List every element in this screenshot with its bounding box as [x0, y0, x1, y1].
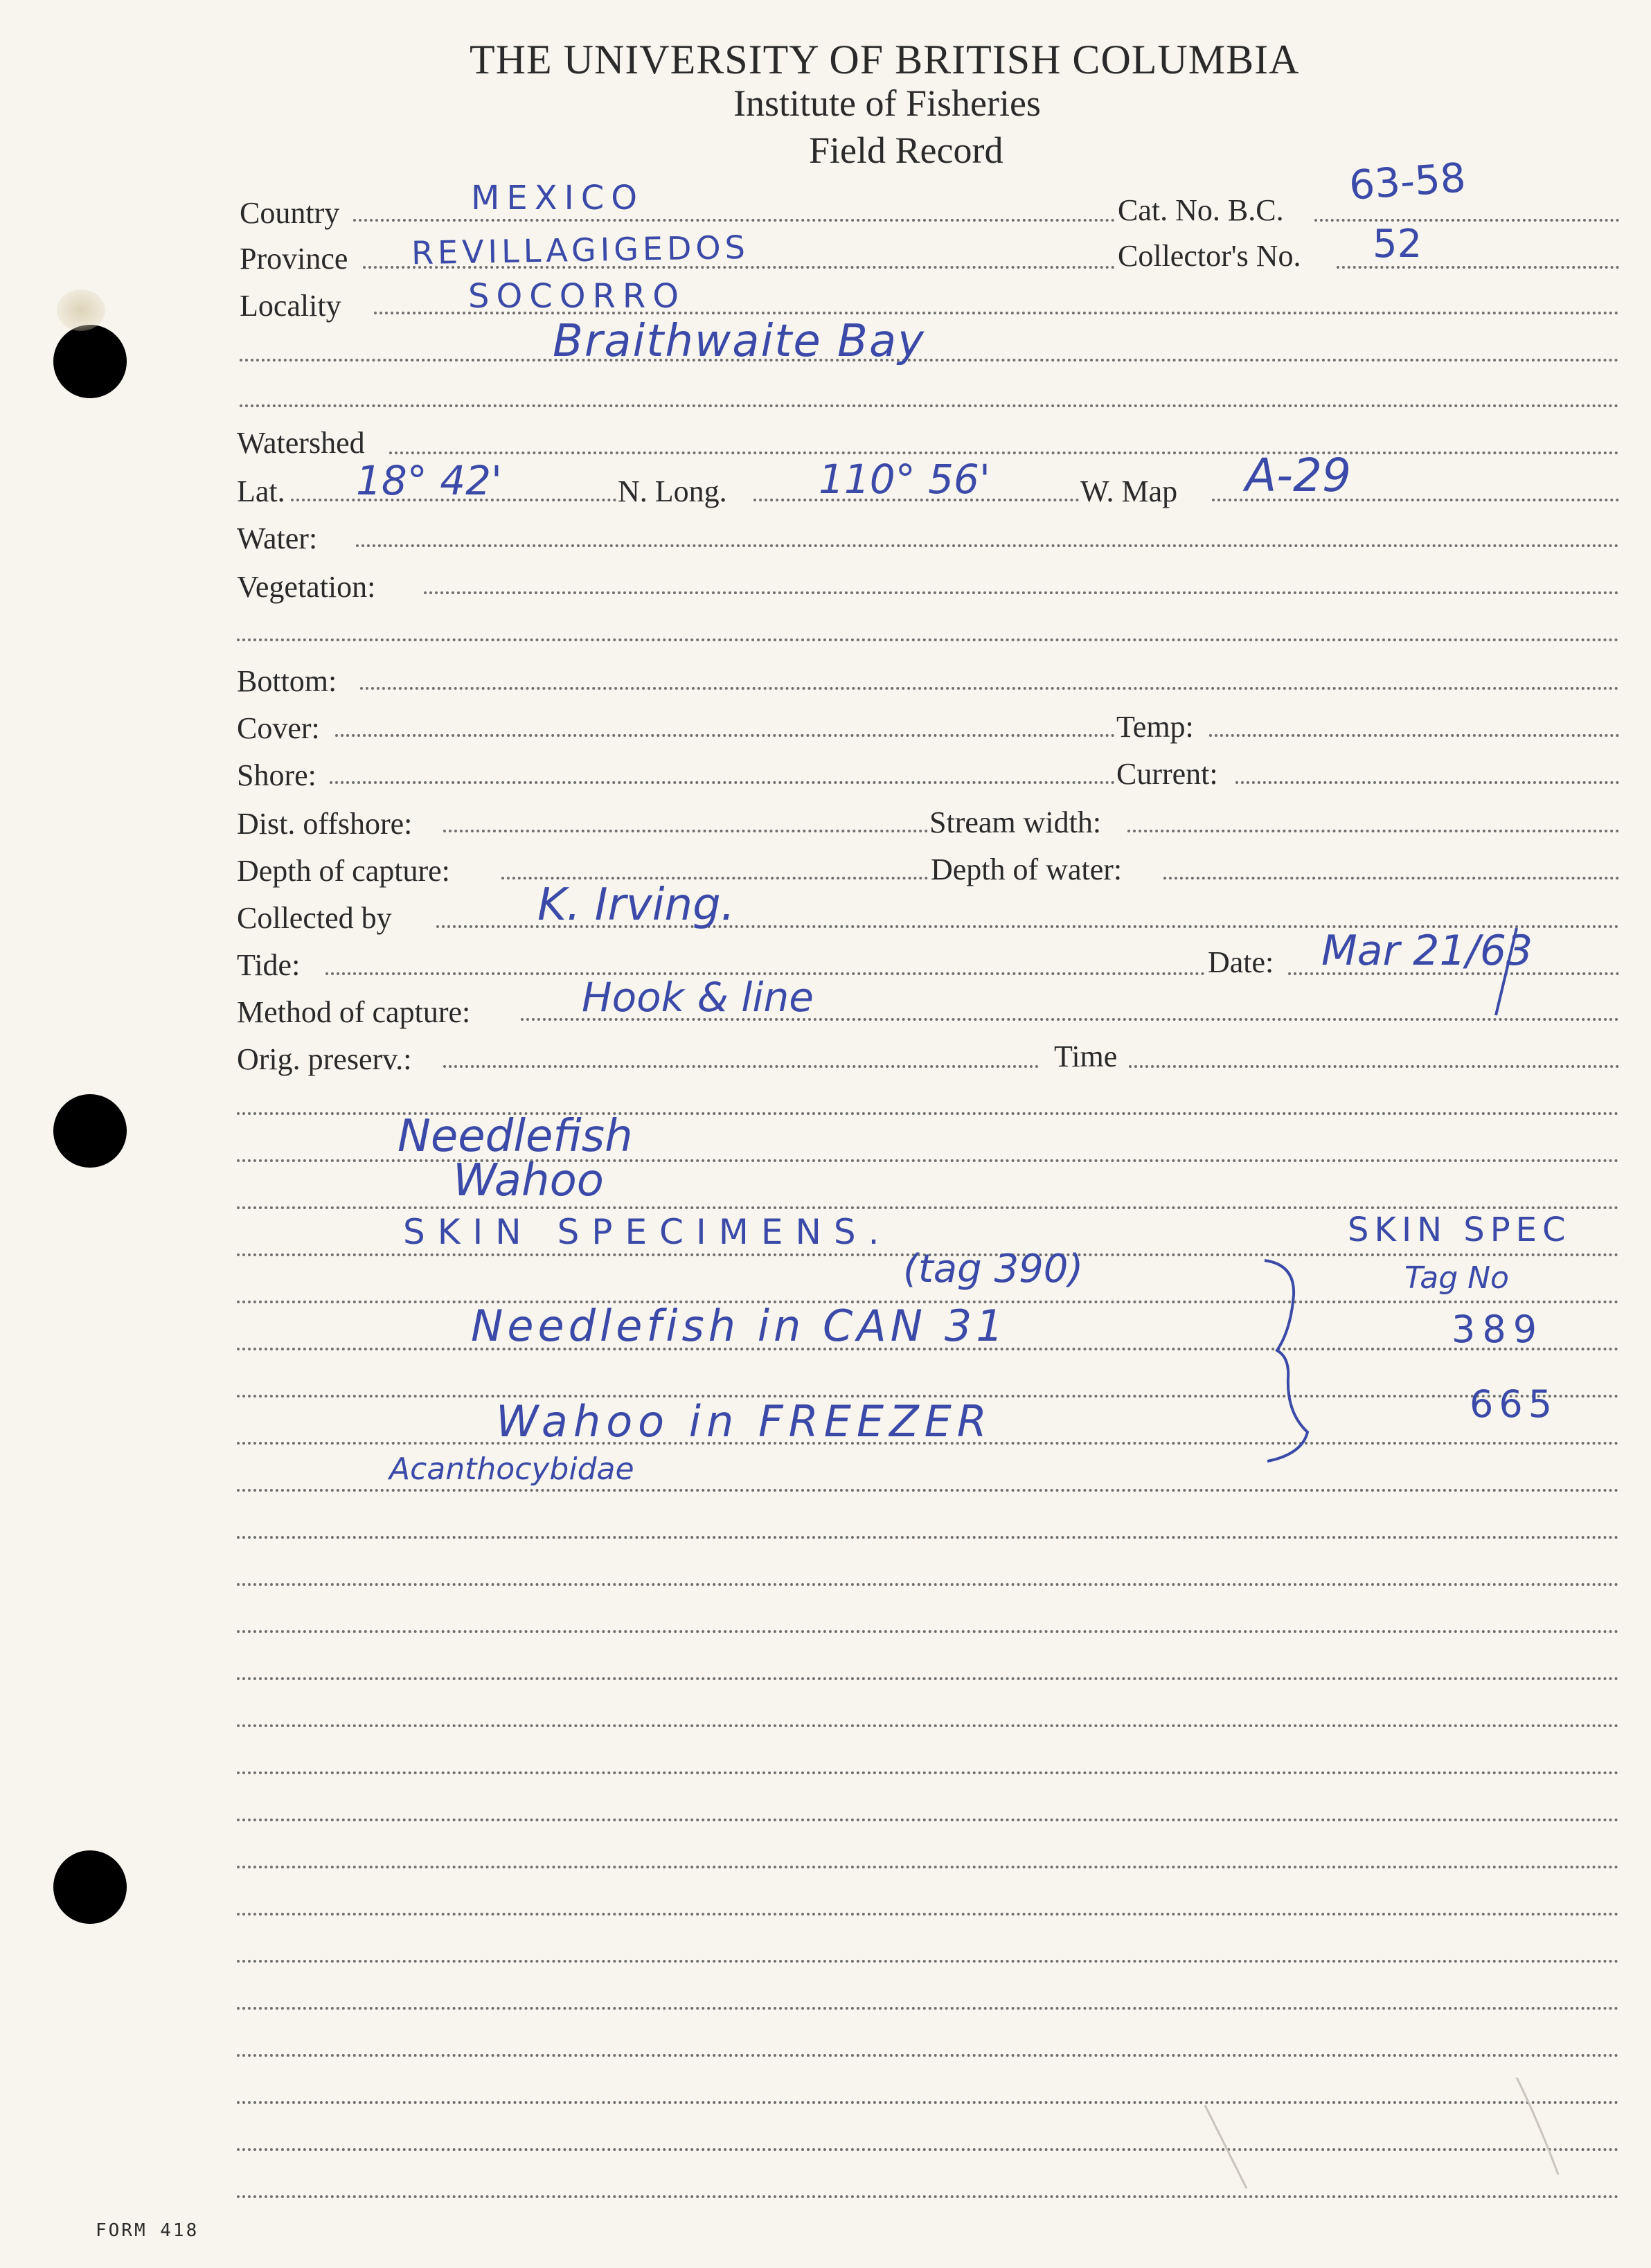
- watershed-label: Watershed: [237, 426, 365, 460]
- method-value: Hook & line: [582, 974, 814, 1021]
- side-tag-no: Tag No: [1404, 1260, 1509, 1296]
- date-value: Mar 21/63: [1321, 927, 1533, 975]
- locality-value-2: Braithwaite Bay: [553, 316, 926, 367]
- tide-label: Tide:: [237, 948, 301, 982]
- country-value: MEXICO: [471, 179, 645, 217]
- note-skin-specimens: SKIN SPECIMENS.: [403, 1212, 892, 1252]
- cover-label: Cover:: [237, 711, 320, 745]
- note-acanthocybidae: Acanthocybidae: [389, 1452, 634, 1487]
- shore-label: Shore:: [237, 758, 316, 792]
- map-value: A-29: [1245, 449, 1351, 502]
- lat-value: 18° 42': [356, 457, 502, 504]
- collected-by-value: K. Irving.: [537, 879, 735, 931]
- university-title: THE UNIVERSITY OF BRITISH COLUMBIA: [470, 37, 1300, 82]
- stream-width-label: Stream width:: [929, 805, 1102, 839]
- cat-no-label: Cat. No. B.C.: [1118, 193, 1284, 227]
- vegetation-label: Vegetation:: [237, 570, 376, 604]
- province-value: REVILLAGIGEDOS: [411, 228, 750, 272]
- n-long-label: N. Long.: [618, 474, 727, 508]
- temp-label: Temp:: [1116, 710, 1194, 744]
- record-title: Field Record: [809, 130, 1003, 171]
- note-wahoo: Wahoo: [453, 1155, 604, 1206]
- locality-value-1: SOCORRO: [468, 277, 686, 316]
- bottom-label: Bottom:: [237, 664, 337, 698]
- depth-capture-label: Depth of capture:: [237, 854, 450, 888]
- collected-by-label: Collected by: [237, 901, 392, 935]
- date-slash-mark: [1496, 928, 1517, 1015]
- province-label: Province: [240, 242, 348, 276]
- note-wahoo-freezer: Wahoo in FREEZER: [496, 1396, 992, 1447]
- long-value: 110° 56': [819, 456, 990, 503]
- curly-brace-mark: [1265, 1260, 1308, 1461]
- cat-no-value: 63-58: [1347, 154, 1467, 209]
- collectors-no-value: 52: [1373, 222, 1422, 267]
- lat-label: Lat.: [237, 474, 285, 508]
- note-needlefish-can: Needlefish in CAN 31: [471, 1301, 1008, 1351]
- depth-water-label: Depth of water:: [931, 852, 1123, 886]
- date-label: Date:: [1208, 945, 1274, 979]
- water-label: Water:: [237, 521, 318, 555]
- institute-title: Institute of Fisheries: [733, 82, 1041, 124]
- current-label: Current:: [1116, 757, 1218, 791]
- country-label: Country: [240, 196, 340, 230]
- locality-label: Locality: [240, 289, 341, 323]
- side-tag-665: 665: [1470, 1382, 1558, 1426]
- dist-offshore-label: Dist. offshore:: [237, 807, 413, 841]
- w-map-label: W. Map: [1080, 474, 1178, 508]
- time-label: Time: [1054, 1039, 1118, 1073]
- collectors-no-label: Collector's No.: [1118, 239, 1301, 273]
- side-tag-389: 389: [1452, 1307, 1544, 1351]
- method-label: Method of capture:: [237, 995, 471, 1029]
- side-skin-spec: SKIN SPEC: [1348, 1211, 1571, 1249]
- form-number: FORM 418: [96, 2220, 199, 2241]
- orig-preserv-label: Orig. preserv.:: [237, 1042, 412, 1076]
- note-tag: (tag 390): [903, 1247, 1084, 1292]
- note-needlefish: Needlefish: [398, 1111, 633, 1162]
- faint-pencil-mark: [1205, 2078, 1558, 2188]
